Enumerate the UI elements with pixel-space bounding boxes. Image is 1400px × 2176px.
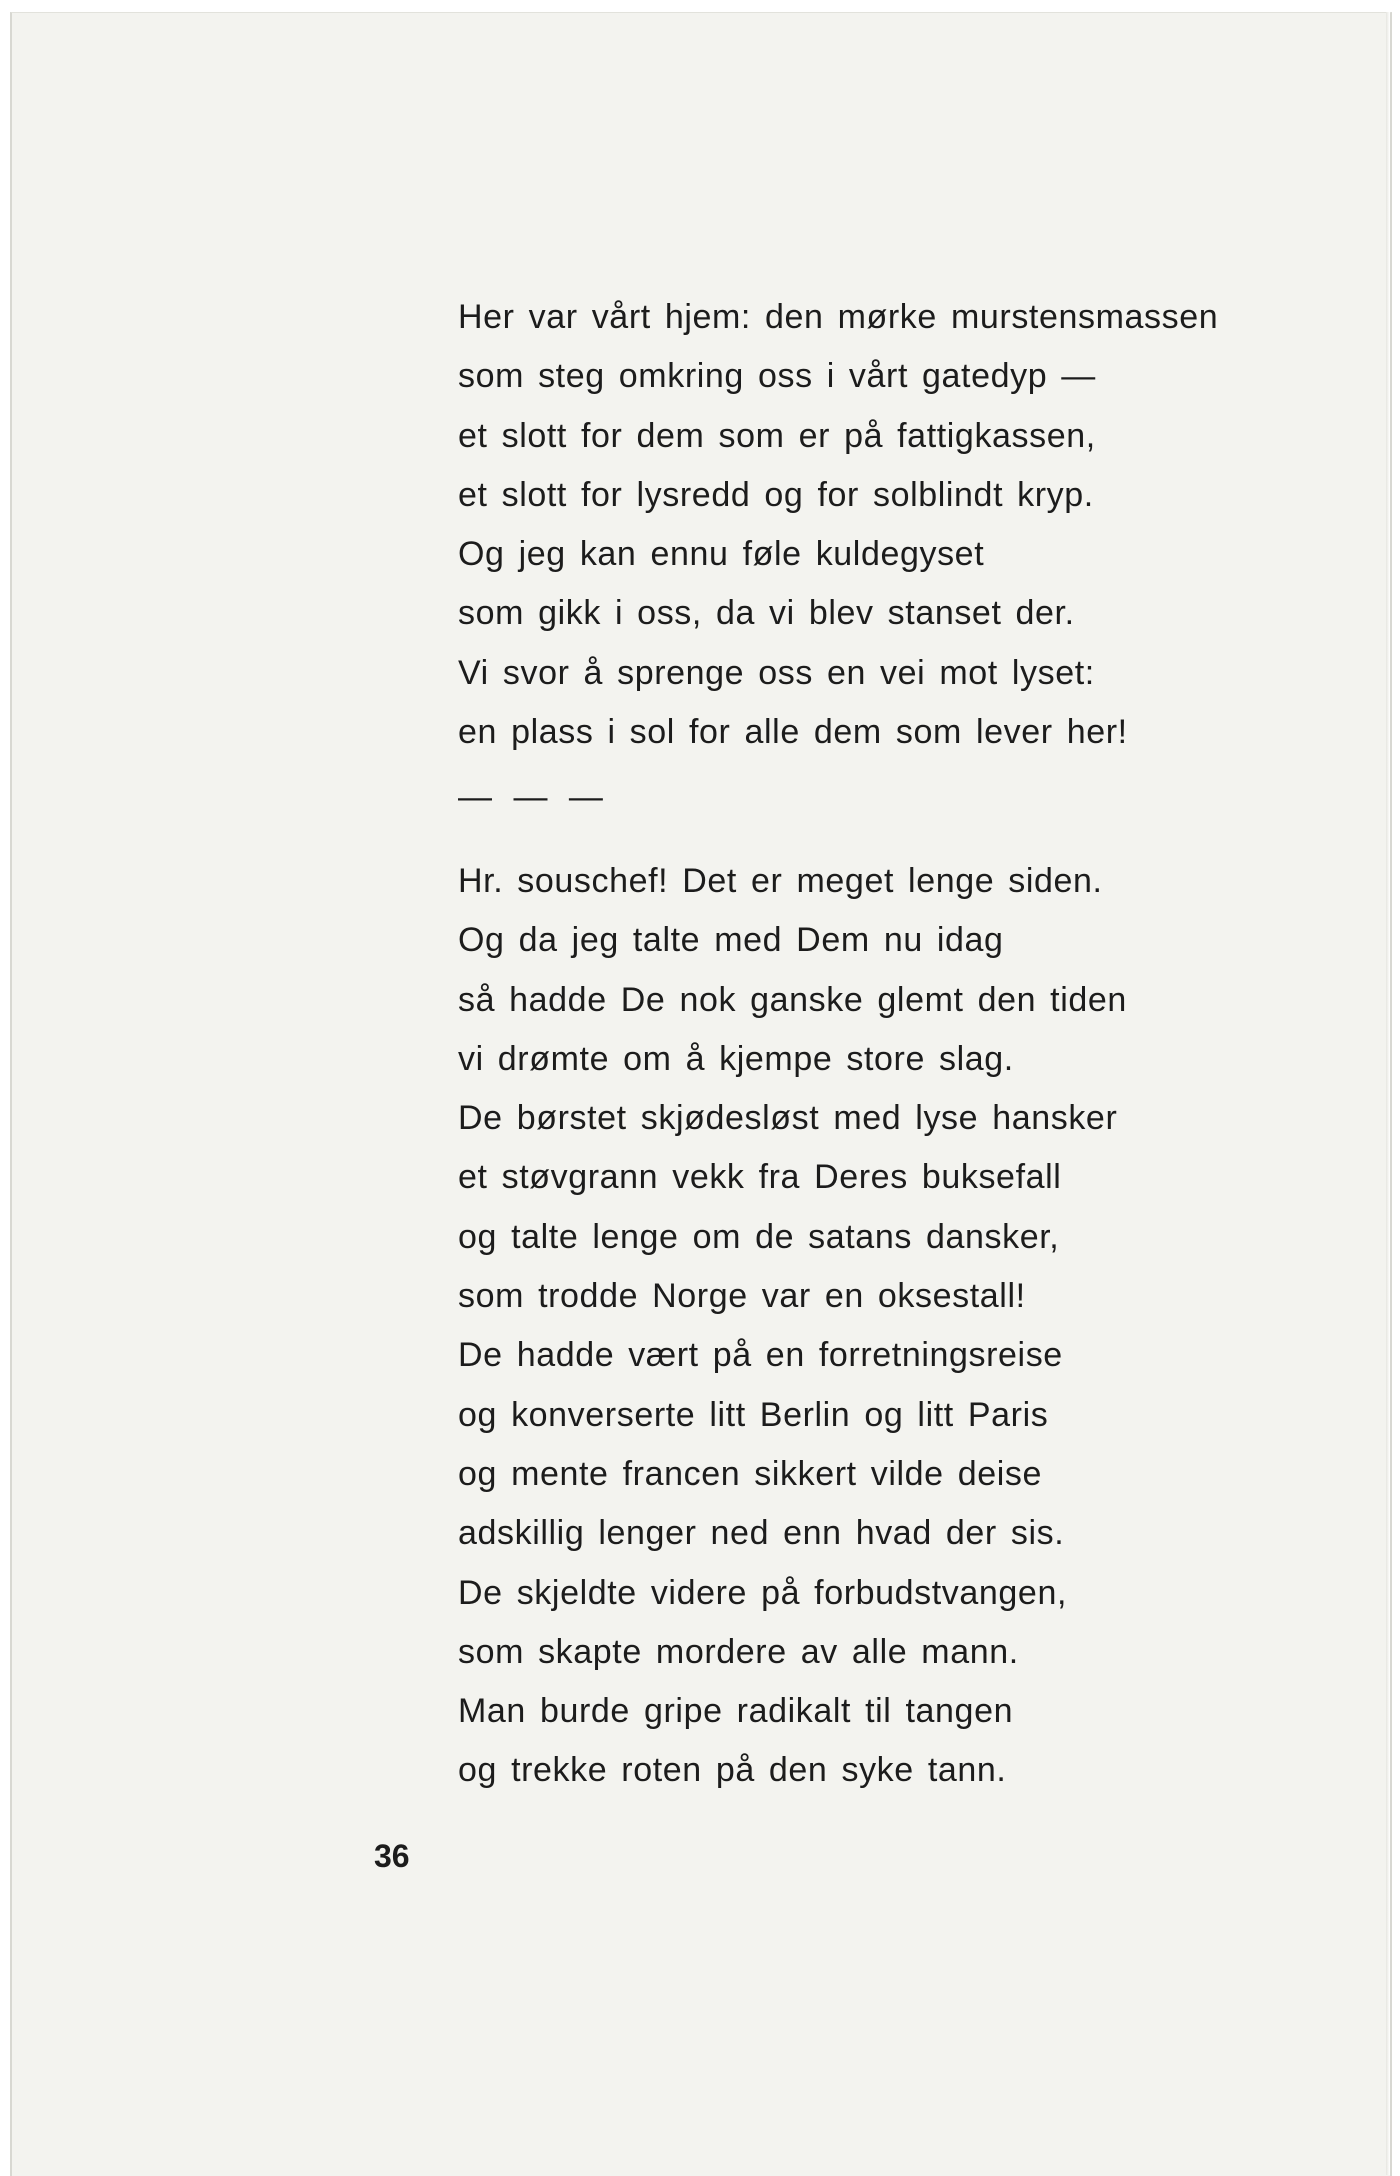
verse-line: og konverserte litt Berlin og litt Paris <box>458 1395 1049 1434</box>
verse-line: en plass i sol for alle dem som lever her! <box>458 713 1128 752</box>
verse-line: Vi svor å sprenge oss en vei mot lyset: <box>458 653 1095 692</box>
verse-line: som gikk i oss, da vi blev stanset der. <box>458 594 1075 633</box>
verse-line: et slott for dem som er på fattigkassen, <box>458 416 1096 455</box>
page-edge <box>1386 12 1390 2175</box>
verse-line: De hadde vært på en forretningsreise <box>458 1336 1063 1375</box>
verse-line: som skapte mordere av alle mann. <box>458 1632 1019 1671</box>
verse-line: Og jeg kan ennu føle kuldegyset <box>458 535 985 574</box>
verse-line: Man burde gripe radikalt til tangen <box>458 1692 1014 1731</box>
verse-line: Hr. souschef! Det er meget lenge siden. <box>458 862 1103 900</box>
verse-line: så hadde De nok ganske glemt den tiden <box>458 980 1127 1019</box>
verse-line: vi drømte om å kjempe store slag. <box>458 1039 1014 1078</box>
verse-line: adskillig lenger ned enn hvad der sis. <box>458 1514 1065 1553</box>
poem-stanza-1 <box>458 288 1218 762</box>
verse-line: et slott for lysredd og for solblindt kryp. <box>458 475 1094 514</box>
verse-line: som trodde Norge var en oksestall! <box>458 1277 1026 1316</box>
section-separator: — — — <box>458 778 609 816</box>
page-number: 36 <box>374 1838 410 1874</box>
verse-line: De skjeldte videre på forbudstvangen, <box>458 1573 1067 1612</box>
verse-line: og trekke roten på den syke tann. <box>458 1751 1007 1790</box>
verse-line: som steg omkring oss i vårt gatedyp — <box>458 357 1096 396</box>
poem-stanza-2 <box>458 852 1127 1801</box>
verse-line: og mente francen sikkert vilde deise <box>458 1454 1042 1493</box>
verse-line: Her var vårt hjem: den mørke murstensmassen <box>458 298 1219 336</box>
verse-line: Og da jeg talte med Dem nu idag <box>458 921 1004 960</box>
verse-line: De børstet skjødesløst med lyse hansker <box>458 1099 1118 1138</box>
verse-line: et støvgrann vekk fra Deres buksefall <box>458 1158 1062 1197</box>
verse-line: og talte lenge om de satans dansker, <box>458 1217 1060 1256</box>
